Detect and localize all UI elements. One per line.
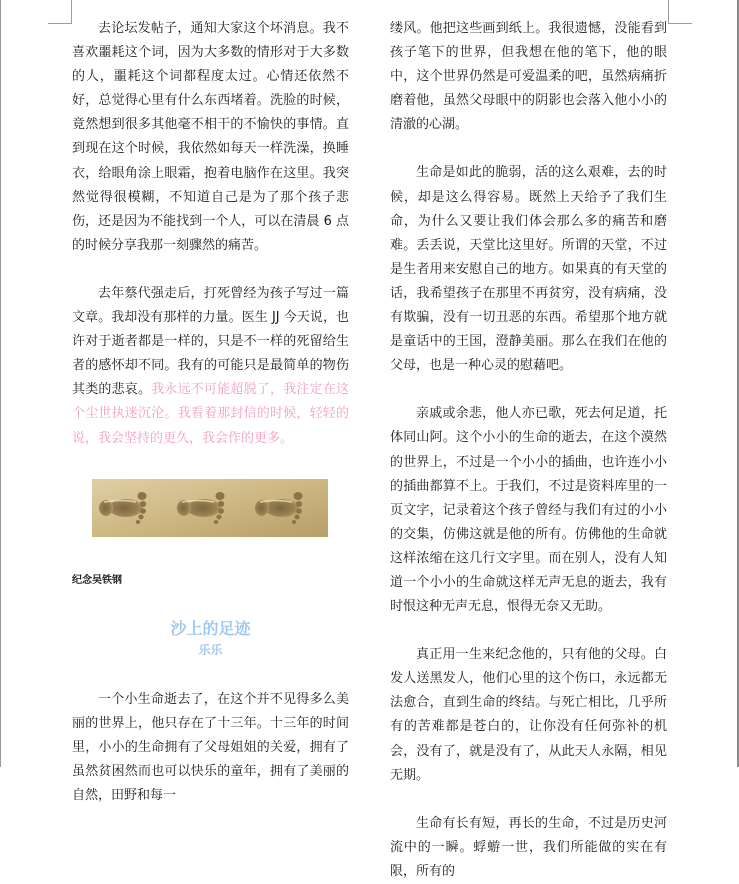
crop-mark-top-left-h bbox=[48, 23, 72, 24]
crop-mark-top-right-h bbox=[668, 23, 692, 24]
right-paragraph-4: 真正用一生来纪念他的，只有他的父母。白发人送黑发人，他们心里的这个伤口，永远都无法愈合，直到生命的终结。与死亡相比，几乎所有的苦难都是苍白的，让你没有任何弥补的机会，没有了，就是没有了，从此天人永隔，相见无期。 bbox=[390, 647, 667, 783]
crop-mark-top-right bbox=[668, 0, 669, 24]
right-paragraph-3: 亲戚或余悲，他人亦已歌，死去何足道，托体同山阿。这个小小的生命的逝去，在这个漠然的世界上，不过是一个小小的插曲，也许连小小的插曲都算不上。于我们，不过是资料库里的一页文字，记录着这个孩子曾经与我们有过的小小的交集，仿佛这就是他的所有。仿佛他的生命就这样浓缩在这几行文字里。而在别人，没有人知道一个小小的生命就这样无声无息的逝去，我有时恨这种无声无息，恨得无奈又无助。 bbox=[390, 406, 667, 615]
left-column bbox=[72, 17, 349, 808]
footprints-image bbox=[92, 479, 328, 537]
right-paragraph-2: 生命是如此的脆弱，活的这么艰难，去的时候，却是这么得容易。既然上天给予了我们生命，为什么又要让我们体会那么多的痛苦和磨难。丢丢说，天堂比这里好。所谓的天堂，不过是生者用来安慰自己的地方。如果真的有天堂的话，我希望孩子在那里不再贫穷，没有病痛，没有欺骗，没有一切丑恶的东西。希望那个地方就是童话中的王国，澄静美丽。那么在我们在他的父母，也是一种心灵的慰藉吧。 bbox=[390, 165, 667, 374]
left-paragraph-2-pink: 我永远不可能超脱了，我注定在这个尘世执迷沉沦。我看着那封信的时候，轻轻的说，我会坚持的更久，我会作的更多。 bbox=[72, 382, 349, 446]
right-paragraph-5: 生命有长有短，再长的生命，不过是历史河流中的一瞬。蜉蝣一世，我们所能做的实在有限，所有的 bbox=[390, 815, 667, 879]
poem-title: 沙上的足迹 bbox=[170, 618, 251, 638]
page-border-left bbox=[0, 0, 1, 767]
dedication-line: 纪念吴铁钢 bbox=[72, 574, 122, 586]
right-paragraph-1: 缕风。他把这些画到纸上。我很遗憾，没能看到孩子笔下的世界，但我想在他的笔下，他的眼中，这个世界仍然是可爱温柔的吧，虽然病痛折磨着他，虽然父母眼中的阴影也会落入他小小的清澈的心湖。 bbox=[390, 21, 667, 133]
left-paragraph-2 bbox=[72, 282, 349, 451]
right-column bbox=[390, 17, 667, 884]
left-paragraph-2-text: 去年蔡代强走后，打死曾经为孩子写过一篇文章。我却没有那样的力量。医生 JJ 今天说，也许对于逝者都是一样的，只是不一样的死留给生者的感怀却不同。我有的可能只是最简单的物伤其类的悲哀。 bbox=[72, 285, 349, 398]
poem-author: 乐乐 bbox=[198, 642, 223, 657]
left-paragraph-1: 去论坛发帖子，通知大家这个坏消息。我不喜欢噩耗这个词，因为大多数的情形对于大多数的人，噩耗这个词都程度太过。心情还依然不好，总觉得心里有什么东西堵着。洗脸的时候，竟然想到很多其他毫不相干的不愉快的事情。直到现在这个时候，我依然如每天一样洗澡，换睡衣，给眼角涂上眼霜，抱着电脑作在这里。我突然觉得很模糊，不知道自己是为了那个孩子悲伤，还是因为不能找到一个人，可以在清晨 6 点的时候分享我那一刻骤然的痛苦。 bbox=[72, 21, 349, 253]
left-paragraph-3: 一个小生命逝去了，在这个并不见得多么美丽的世界上，他只存在了十三年。十三年的时间里，小小的生命拥有了父母姐姐的关爱，拥有了虽然贫困然而也可以快乐的童年，拥有了美丽的自然，田野和每一 bbox=[72, 691, 349, 803]
